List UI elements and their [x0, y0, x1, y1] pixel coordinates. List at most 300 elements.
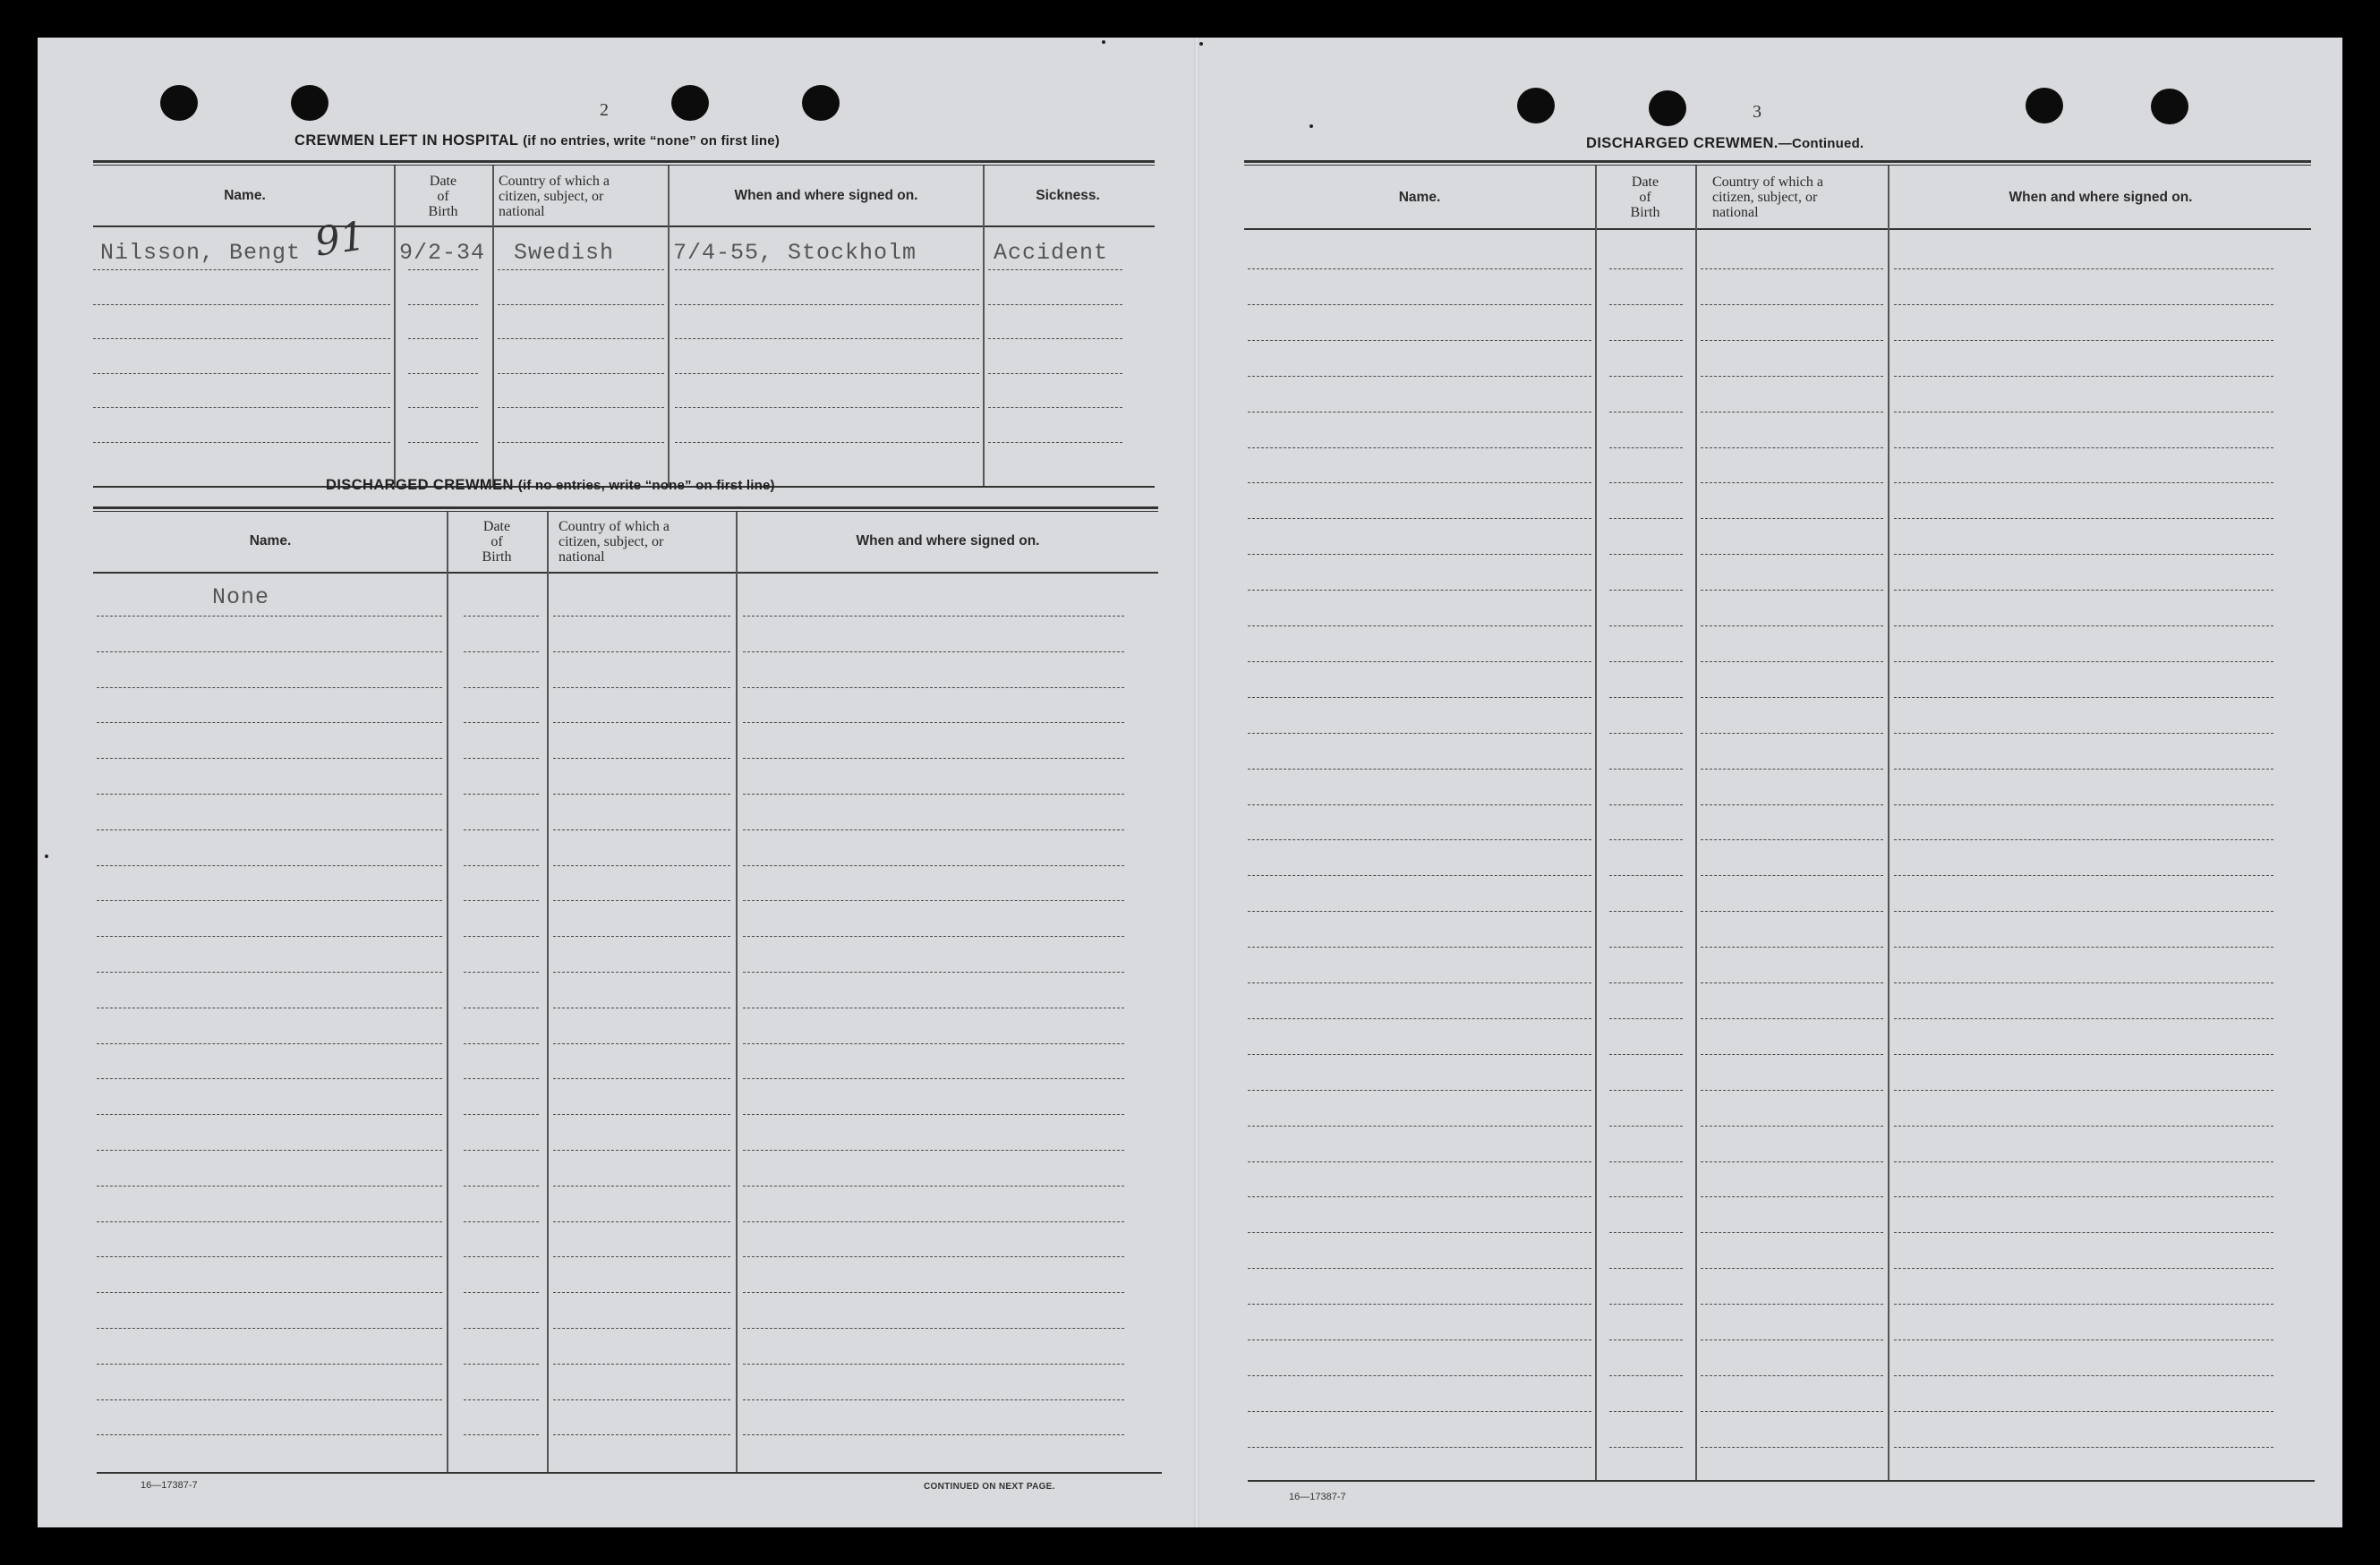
entry-line: [97, 1256, 442, 1257]
entry-line: [1248, 554, 1591, 555]
entry-line: [97, 936, 442, 937]
entry-line: [1701, 875, 1883, 876]
section-rule: [93, 160, 1155, 163]
entry-line: [1609, 1196, 1683, 1197]
entry-line: [1701, 304, 1883, 305]
entry-line: [743, 1114, 1124, 1115]
handwritten-mark: 91: [311, 213, 369, 266]
punch-hole: [671, 85, 709, 121]
entry-line: [743, 687, 1124, 688]
entry-line: [1609, 1375, 1683, 1376]
entry-line: [1701, 268, 1883, 269]
entry-line: [464, 794, 539, 795]
entry-line: [1609, 1411, 1683, 1412]
entry-line: [464, 1221, 539, 1222]
entry-line: [1248, 1054, 1591, 1055]
form-number: 16—17387-7: [141, 1480, 198, 1491]
entry-line: [1701, 1411, 1883, 1412]
entry-line: [988, 407, 1122, 408]
discharged-entry-name: None: [212, 584, 270, 610]
entry-line: [1248, 911, 1591, 912]
entry-line: [1248, 268, 1591, 269]
entry-line: [1894, 625, 2273, 626]
entry-line: [1894, 412, 2273, 413]
entry-line: [1609, 625, 1683, 626]
entry-line: [1894, 447, 2273, 448]
punch-hole: [2026, 88, 2063, 123]
entry-line: [498, 373, 664, 374]
discharged-header-country: Country of which a citizen, subject, or national: [559, 519, 670, 565]
section-rule: [1244, 160, 2311, 163]
entry-line: [743, 758, 1124, 759]
entry-line: [1701, 625, 1883, 626]
entry-line: [553, 1186, 730, 1187]
discharged-header-name: Name.: [249, 533, 292, 549]
entry-line: [464, 1078, 539, 1079]
entry-line: [1701, 804, 1883, 805]
entry-line: [1248, 661, 1591, 662]
entry-line: [1701, 1304, 1883, 1305]
entry-line: [1609, 804, 1683, 805]
entry-line: [553, 1364, 730, 1365]
speck: [1199, 42, 1203, 46]
entry-line: [988, 269, 1122, 270]
discharged-header-dob: Date of Birth: [482, 519, 512, 565]
header-rule: [93, 225, 1155, 227]
speck: [45, 855, 48, 858]
entry-line: [553, 1256, 730, 1257]
entry-line: [1701, 697, 1883, 698]
entry-line: [1894, 947, 2273, 948]
hospital-entry-name: Nilsson, Bengt: [100, 240, 302, 266]
entry-line: [97, 722, 442, 723]
entry-line: [1894, 1161, 2273, 1162]
entry-line: [1894, 875, 2273, 876]
entry-line: [1248, 947, 1591, 948]
column-divider: [547, 512, 549, 1472]
entry-line: [1894, 982, 2273, 983]
entry-line: [1609, 1090, 1683, 1091]
entry-line: [1894, 268, 2273, 269]
entry-line: [743, 1078, 1124, 1079]
entry-line: [93, 269, 390, 270]
entry-line: [1701, 1232, 1883, 1233]
entry-line: [93, 407, 390, 408]
section-rule: [1244, 165, 2311, 166]
entry-line: [553, 972, 730, 973]
form-number: 16—17387-7: [1289, 1492, 1346, 1502]
hospital-section-title: [294, 132, 780, 149]
hospital-entry-sickness: Accident: [994, 240, 1109, 266]
entry-line: [1701, 1090, 1883, 1091]
entry-line: [97, 1078, 442, 1079]
entry-line: [1894, 804, 2273, 805]
entry-line: [988, 304, 1122, 305]
entry-line: [1701, 1447, 1883, 1448]
entry-line: [1701, 1018, 1883, 1019]
entry-line: [1609, 733, 1683, 734]
entry-line: [97, 616, 442, 617]
entry-line: [1248, 590, 1591, 591]
entry-line: [743, 829, 1124, 830]
entry-line: [1894, 697, 2273, 698]
entry-line: [97, 651, 442, 652]
entry-line: [1248, 340, 1591, 341]
entry-line: [97, 687, 442, 688]
entry-line: [553, 900, 730, 901]
entry-line: [1701, 1268, 1883, 1269]
header-rule: [93, 572, 1158, 574]
speck: [1309, 124, 1313, 128]
entry-line: [553, 758, 730, 759]
entry-line: [553, 1150, 730, 1151]
entry-line: [1609, 1126, 1683, 1127]
section-rule: [93, 165, 1155, 166]
entry-line: [408, 304, 478, 305]
entry-line: [1609, 1018, 1683, 1019]
entry-line: [1609, 518, 1683, 519]
entry-line: [97, 900, 442, 901]
entry-line: [97, 865, 442, 866]
entry-line: [97, 972, 442, 973]
page-number: 2: [600, 100, 609, 120]
entry-line: [553, 1043, 730, 1044]
entry-line: [1701, 482, 1883, 483]
entry-line: [1248, 1090, 1591, 1091]
entry-line: [464, 1114, 539, 1115]
entry-line: [1248, 875, 1591, 876]
column-divider: [447, 512, 448, 1472]
entry-line: [1701, 376, 1883, 377]
entry-line: [93, 304, 390, 305]
entry-line: [1248, 482, 1591, 483]
entry-line: [743, 1256, 1124, 1257]
column-divider: [492, 166, 494, 486]
right-title-text: DISCHARGED CREWMEN.: [1586, 135, 1779, 151]
entry-line: [1609, 982, 1683, 983]
page-number: 3: [1753, 102, 1762, 122]
entry-line: [1701, 1161, 1883, 1162]
entry-line: [1701, 661, 1883, 662]
entry-line: [97, 794, 442, 795]
hospital-header-name: Name.: [224, 188, 266, 203]
entry-line: [1248, 1232, 1591, 1233]
entry-line: [1609, 1304, 1683, 1305]
entry-line: [1248, 1196, 1591, 1197]
entry-line: [1248, 697, 1591, 698]
entry-line: [1701, 1375, 1883, 1376]
entry-line: [1609, 1268, 1683, 1269]
entry-line: [464, 758, 539, 759]
entry-line: [97, 1150, 442, 1151]
entry-line: [464, 1043, 539, 1044]
entry-line: [1701, 1196, 1883, 1197]
entry-line: [553, 687, 730, 688]
entry-line: [97, 1292, 442, 1293]
entry-line: [1894, 518, 2273, 519]
entry-line: [1894, 1018, 2273, 1019]
entry-line: [464, 1186, 539, 1187]
entry-line: [743, 616, 1124, 617]
entry-line: [1609, 839, 1683, 840]
column-divider: [983, 166, 985, 486]
entry-line: [1894, 911, 2273, 912]
entry-line: [1701, 947, 1883, 948]
hospital-header-country: Country of which a citizen, subject, or national: [499, 174, 610, 219]
section-rule: [93, 506, 1158, 509]
entry-line: [464, 1364, 539, 1365]
entry-line: [1609, 697, 1683, 698]
entry-line: [1894, 554, 2273, 555]
entry-line: [1701, 518, 1883, 519]
entry-line: [1701, 733, 1883, 734]
entry-line: [988, 338, 1122, 339]
entry-line: [743, 722, 1124, 723]
entry-line: [93, 373, 390, 374]
entry-line: [498, 407, 664, 408]
entry-line: [1894, 1447, 2273, 1448]
entry-line: [464, 1256, 539, 1257]
hospital-title-note: (if no entries, write “none” on first line): [523, 133, 781, 149]
entry-line: [1894, 1232, 2273, 1233]
continued-note: CONTINUED ON NEXT PAGE.: [924, 1482, 1055, 1492]
entry-line: [1894, 839, 2273, 840]
entry-line: [675, 338, 979, 339]
entry-line: [1701, 590, 1883, 591]
entry-line: [1609, 304, 1683, 305]
column-divider: [1695, 166, 1697, 1481]
punch-hole: [2151, 89, 2188, 124]
entry-line: [1894, 1054, 2273, 1055]
entry-line: [743, 972, 1124, 973]
entry-line: [97, 758, 442, 759]
entry-line: [1609, 590, 1683, 591]
entry-line: [1894, 1126, 2273, 1127]
entry-line: [988, 442, 1122, 443]
entry-line: [553, 865, 730, 866]
entry-line: [1701, 1054, 1883, 1055]
entry-line: [1609, 340, 1683, 341]
entry-line: [988, 373, 1122, 374]
entry-line: [1894, 1411, 2273, 1412]
entry-line: [1248, 733, 1591, 734]
entry-line: [464, 1292, 539, 1293]
entry-line: [1609, 447, 1683, 448]
entry-line: [408, 442, 478, 443]
right-header-dob: Date of Birth: [1630, 174, 1660, 220]
entry-line: [743, 794, 1124, 795]
entry-line: [1609, 482, 1683, 483]
entry-line: [1248, 769, 1591, 770]
entry-line: [1894, 1090, 2273, 1091]
entry-line: [464, 1150, 539, 1151]
entry-line: [1894, 1375, 2273, 1376]
column-divider: [1888, 166, 1889, 1481]
entry-line: [93, 338, 390, 339]
entry-line: [743, 936, 1124, 937]
entry-line: [97, 1364, 442, 1365]
entry-line: [1609, 911, 1683, 912]
entry-line: [675, 442, 979, 443]
entry-line: [464, 865, 539, 866]
entry-line: [464, 651, 539, 652]
entry-line: [743, 1434, 1124, 1435]
punch-hole: [160, 85, 198, 121]
entry-line: [1248, 1126, 1591, 1127]
entry-line: [1609, 1232, 1683, 1233]
entry-line: [1701, 340, 1883, 341]
entry-line: [93, 442, 390, 443]
discharged-section-title: [326, 477, 775, 494]
hospital-header-signed: When and where signed on.: [734, 188, 918, 203]
entry-line: [97, 1043, 442, 1044]
entry-line: [1701, 769, 1883, 770]
entry-line: [464, 1328, 539, 1329]
entry-line: [743, 1043, 1124, 1044]
entry-line: [97, 1434, 442, 1435]
page-fold: [1194, 38, 1199, 1527]
entry-line: [553, 1328, 730, 1329]
entry-line: [1248, 447, 1591, 448]
entry-line: [743, 1364, 1124, 1365]
entry-line: [1701, 1126, 1883, 1127]
entry-line: [1894, 769, 2273, 770]
entry-line: [675, 269, 979, 270]
entry-line: [464, 722, 539, 723]
entry-line: [1701, 447, 1883, 448]
entry-line: [1248, 304, 1591, 305]
entry-line: [498, 442, 664, 443]
entry-line: [1894, 340, 2273, 341]
entry-line: [743, 900, 1124, 901]
entry-line: [1894, 376, 2273, 377]
entry-line: [1609, 554, 1683, 555]
entry-line: [1248, 1268, 1591, 1269]
entry-line: [553, 1114, 730, 1115]
column-divider: [394, 166, 396, 486]
entry-line: [97, 1114, 442, 1115]
entry-line: [743, 1399, 1124, 1400]
entry-line: [498, 338, 664, 339]
entry-line: [743, 1186, 1124, 1187]
entry-line: [1609, 1447, 1683, 1448]
entry-line: [498, 269, 664, 270]
entry-line: [1701, 839, 1883, 840]
entry-line: [464, 687, 539, 688]
entry-line: [1248, 982, 1591, 983]
right-title-suffix: —Continued.: [1778, 136, 1864, 151]
hospital-entry-country: Swedish: [514, 240, 615, 266]
entry-line: [553, 1292, 730, 1293]
entry-line: [1894, 733, 2273, 734]
entry-line: [1894, 661, 2273, 662]
right-header-country: Country of which a citizen, subject, or national: [1712, 174, 1823, 220]
entry-line: [1248, 1375, 1591, 1376]
entry-line: [97, 1328, 442, 1329]
document-sheet: [38, 38, 2342, 1527]
entry-line: [1609, 1054, 1683, 1055]
header-rule: [1244, 228, 2311, 230]
entry-line: [1248, 839, 1591, 840]
entry-line: [743, 651, 1124, 652]
entry-line: [553, 1221, 730, 1222]
entry-line: [1609, 376, 1683, 377]
entry-line: [1609, 661, 1683, 662]
entry-line: [1248, 1447, 1591, 1448]
entry-line: [1248, 1018, 1591, 1019]
entry-line: [1248, 1411, 1591, 1412]
hospital-title-text: CREWMEN LEFT IN HOSPITAL: [294, 132, 519, 149]
entry-line: [97, 1221, 442, 1222]
entry-line: [1894, 1304, 2273, 1305]
hospital-entry-dob: 9/2-34: [399, 240, 486, 266]
entry-line: [97, 1186, 442, 1187]
entry-line: [553, 1399, 730, 1400]
punch-hole: [1517, 88, 1555, 123]
entry-line: [408, 338, 478, 339]
entry-line: [1609, 268, 1683, 269]
entry-line: [743, 865, 1124, 866]
entry-line: [464, 1399, 539, 1400]
entry-line: [743, 1150, 1124, 1151]
column-divider: [668, 166, 670, 486]
entry-line: [408, 269, 478, 270]
entry-line: [1701, 982, 1883, 983]
hospital-header-sickness: Sickness.: [1036, 188, 1100, 203]
hospital-entry-signed: 7/4-55, Stockholm: [673, 240, 917, 266]
entry-line: [464, 936, 539, 937]
entry-line: [1894, 1268, 2273, 1269]
entry-line: [675, 373, 979, 374]
punch-hole: [802, 85, 840, 121]
punch-hole: [291, 85, 328, 121]
right-header-name: Name.: [1398, 190, 1441, 205]
entry-line: [1609, 1161, 1683, 1162]
right-header-signed: When and where signed on.: [2009, 190, 2193, 205]
entry-line: [553, 936, 730, 937]
entry-line: [1609, 769, 1683, 770]
discharged-title-note: (if no entries, write “none” on first line): [517, 478, 775, 493]
entry-line: [464, 900, 539, 901]
discharged-header-signed: When and where signed on.: [856, 533, 1040, 549]
entry-line: [498, 304, 664, 305]
entry-line: [408, 373, 478, 374]
page-end-rule: [1248, 1480, 2315, 1482]
entry-line: [1701, 911, 1883, 912]
entry-line: [1248, 376, 1591, 377]
column-divider: [1595, 166, 1597, 1481]
entry-line: [553, 616, 730, 617]
entry-line: [675, 407, 979, 408]
entry-line: [1609, 875, 1683, 876]
page-end-rule: [97, 1472, 1162, 1474]
entry-line: [553, 651, 730, 652]
entry-line: [553, 722, 730, 723]
entry-line: [464, 1434, 539, 1435]
entry-line: [464, 616, 539, 617]
entry-line: [408, 407, 478, 408]
entry-line: [553, 1078, 730, 1079]
entry-line: [97, 829, 442, 830]
entry-line: [1248, 1304, 1591, 1305]
entry-line: [1701, 554, 1883, 555]
entry-line: [464, 829, 539, 830]
entry-line: [1248, 518, 1591, 519]
entry-line: [553, 1434, 730, 1435]
entry-line: [1701, 412, 1883, 413]
entry-line: [553, 794, 730, 795]
entry-line: [553, 829, 730, 830]
